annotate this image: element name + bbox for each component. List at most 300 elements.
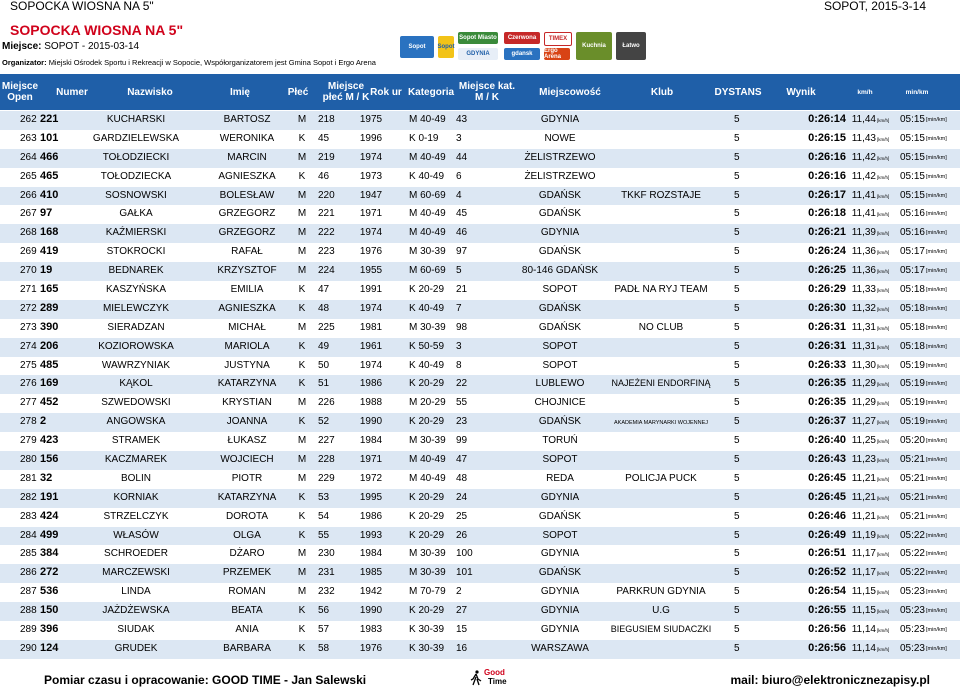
cell-birth-year: 1981 (359, 321, 383, 333)
cell-number: 32 (40, 471, 53, 484)
cell-surname: MIELEWCZYK (102, 302, 170, 314)
cell-number: 2 (40, 415, 47, 428)
cell-result: 0:26:51 (808, 547, 846, 560)
cell-sex-place: 56 (318, 605, 330, 617)
cell-sex-place: 47 (318, 284, 330, 296)
cell-surname: LINDA (121, 586, 151, 598)
cell-surname: SIERADZAN (107, 321, 165, 333)
cell-sex: K (298, 170, 306, 182)
cell-firstname: BARBARA (223, 642, 271, 654)
cell-category: M 70-79 (409, 586, 446, 598)
cell-pace: 05:18 (899, 302, 925, 314)
cell-category-place: 98 (456, 321, 468, 333)
cell-firstname: ANIA (235, 624, 259, 636)
cell-category: M 30-39 (409, 246, 446, 258)
cell-city: GDAŃSK (538, 510, 582, 522)
cell-distance: 5 (734, 321, 740, 333)
cell-city: GDAŃSK (538, 302, 582, 314)
cell-speed-unit: [km/h] (877, 476, 890, 482)
cell-sex-place: 227 (318, 435, 335, 447)
cell-number: 165 (40, 283, 59, 296)
cell-club: NO CLUB (638, 321, 684, 333)
cell-sex-place: 229 (318, 472, 335, 484)
cell-category: M 40-49 (409, 151, 446, 163)
cell-firstname: GRZEGORZ (218, 227, 276, 239)
cell-sex: K (298, 302, 306, 314)
sponsor-logo: Sopot (438, 36, 454, 58)
sponsor-logo: Ergo Arena (544, 48, 570, 60)
cell-speed: 11,17 (851, 567, 876, 579)
cell-place: 290 (20, 642, 37, 654)
cell-speed-unit: [km/h] (877, 533, 890, 539)
cell-surname: GARDZIELEWSKA (92, 132, 180, 144)
cell-surname: TOŁODZIECKI (102, 151, 170, 163)
col-header-kategoria: Kategoria (407, 86, 455, 98)
cell-category: M 30-39 (409, 435, 446, 447)
cell-city: SOPOT (542, 454, 578, 466)
cell-distance: 5 (734, 586, 740, 598)
col-header-miejsce-plec: Miejsce płeć M / K (322, 81, 370, 103)
runner-icon (470, 670, 482, 686)
cell-place: 289 (20, 624, 37, 636)
cell-pace-unit: [min/km] (926, 192, 947, 199)
cell-speed-unit: [km/h] (877, 590, 890, 596)
cell-pace: 05:22 (899, 567, 925, 579)
cell-speed-unit: [km/h] (877, 571, 890, 577)
cell-speed: 11,31 (851, 321, 876, 333)
cell-pace-unit: [min/km] (926, 513, 947, 520)
cell-category: M 40-49 (409, 454, 446, 466)
sponsor-logo: Sopot (400, 36, 434, 58)
cell-surname: SOSNOWSKI (105, 189, 167, 201)
cell-result: 0:26:54 (808, 585, 846, 598)
cell-sex-place: 223 (318, 246, 335, 258)
sponsor-logo: TIMEX (544, 32, 572, 46)
cell-speed-unit: [km/h] (877, 288, 890, 294)
cell-distance: 5 (734, 491, 740, 503)
cell-sex-place: 224 (318, 265, 335, 277)
cell-place: 284 (20, 529, 37, 541)
cell-sex: M (297, 265, 307, 277)
cell-pace-unit: [min/km] (926, 645, 947, 652)
table-row (0, 527, 960, 546)
cell-result: 0:26:46 (808, 509, 846, 522)
logo-text-top: Good (484, 668, 505, 677)
cell-distance: 5 (734, 227, 740, 239)
cell-place: 268 (20, 227, 37, 239)
cell-pace-unit: [min/km] (926, 230, 947, 237)
cell-speed: 11,29 (851, 397, 876, 409)
org-label: Organizator: (2, 58, 47, 67)
cell-category: K 20-29 (409, 510, 445, 522)
cell-speed: 11,21 (851, 510, 876, 522)
cell-sex: K (298, 491, 306, 503)
org-value: Miejski Ośrodek Sportu i Rekreacji w Sopocie, Współorganizatorem jest Gmina Sopot i Ergo Arena (48, 58, 376, 67)
cell-surname: GAŁKA (119, 208, 153, 220)
cell-number: 169 (40, 377, 59, 390)
cell-firstname: BARTOSZ (223, 114, 271, 125)
cell-club: U.G (652, 605, 670, 617)
cell-sex: M (297, 246, 307, 258)
cell-place: 273 (20, 321, 37, 333)
cell-category-place: 45 (456, 208, 468, 220)
cell-sex-place: 51 (318, 378, 330, 390)
cell-place: 280 (20, 454, 37, 466)
cell-sex-place: 221 (318, 208, 335, 220)
cell-pace: 05:23 (899, 605, 925, 617)
cell-firstname: OLGA (233, 529, 261, 541)
cell-distance: 5 (734, 340, 740, 352)
cell-firstname: KATARZYNA (217, 491, 277, 503)
cell-category-place: 5 (456, 265, 462, 277)
cell-firstname: RAFAŁ (231, 246, 263, 258)
cell-birth-year: 1990 (359, 416, 383, 428)
col-header-plec: Płeć (287, 86, 309, 98)
cell-speed-unit: [km/h] (877, 250, 890, 256)
cell-pace-unit: [min/km] (926, 287, 947, 294)
cell-distance: 5 (734, 151, 740, 163)
cell-sex: M (297, 227, 307, 239)
sponsor-logo: gdansk (504, 48, 540, 60)
cell-firstname: EMILIA (230, 284, 264, 296)
cell-category-place: 47 (456, 454, 468, 466)
cell-speed: 11,43 (851, 132, 876, 144)
cell-sex-place: 54 (318, 510, 330, 522)
cell-birth-year: 1996 (359, 132, 383, 144)
col-header-miejsce-kat: Miejsce kat. M / K (458, 81, 516, 103)
table-row (0, 281, 960, 300)
cell-number: 396 (40, 623, 59, 636)
cell-distance: 5 (734, 208, 740, 220)
cell-pace: 05:19 (899, 378, 925, 390)
col-header-numer: Numer (56, 86, 88, 98)
col-header-dystans: DYSTANS (714, 86, 762, 98)
cell-sex: K (298, 378, 306, 390)
cell-sex-place: 58 (318, 642, 330, 654)
cell-surname: STOKROCKI (106, 246, 166, 258)
cell-speed-unit: [km/h] (877, 269, 890, 275)
cell-category: K 0-19 (409, 132, 439, 144)
cell-place: 282 (20, 491, 37, 503)
cell-surname: SCHROEDER (104, 548, 168, 560)
cell-sex-place: 50 (318, 359, 330, 371)
cell-place: 286 (20, 567, 37, 579)
cell-firstname: WERONIKA (219, 132, 275, 144)
cell-city: GDYNIA (540, 491, 580, 503)
cell-speed-unit: [km/h] (877, 495, 890, 501)
cell-result: 0:26:52 (808, 566, 846, 579)
cell-birth-year: 1991 (359, 284, 383, 296)
cell-sex: K (298, 642, 306, 654)
cell-number: 423 (40, 434, 59, 447)
cell-speed-unit: [km/h] (877, 382, 890, 388)
cell-city: GDAŃSK (538, 567, 582, 579)
cell-surname: SIUDAK (117, 624, 155, 636)
cell-category-place: 25 (456, 510, 468, 522)
cell-speed-unit: [km/h] (877, 174, 890, 180)
cell-place: 283 (20, 510, 37, 522)
cell-club: PARKRUN GDYNIA (616, 586, 706, 598)
cell-speed: 11,41 (851, 189, 876, 201)
table-row (0, 545, 960, 564)
cell-speed: 11,33 (851, 284, 876, 296)
cell-pace-unit: [min/km] (926, 324, 947, 331)
cell-city: ŻELISTRZEWO (524, 170, 596, 182)
cell-distance: 5 (734, 359, 740, 371)
cell-pace: 05:22 (899, 529, 925, 541)
cell-city: GDYNIA (540, 114, 580, 125)
cell-city: GDYNIA (540, 227, 580, 239)
cell-place: 287 (20, 586, 37, 598)
cell-speed-unit: [km/h] (877, 325, 890, 331)
cell-distance: 5 (734, 454, 740, 466)
table-row (0, 338, 960, 357)
cell-city: ŻELISTRZEWO (524, 151, 596, 163)
cell-birth-year: 1974 (359, 302, 383, 314)
cell-sex-place: 55 (318, 529, 330, 541)
cell-city: 80-146 GDAŃSK (521, 265, 599, 277)
cell-city: SOPOT (542, 529, 578, 541)
cell-speed: 11,39 (851, 227, 876, 239)
cell-distance: 5 (734, 132, 740, 144)
cell-result: 0:26:40 (808, 434, 846, 447)
topbar-left: SOPOCKA WIOSNA NA 5" (10, 0, 154, 13)
cell-result: 0:26:33 (808, 358, 846, 371)
cell-pace-unit: [min/km] (926, 438, 947, 445)
cell-birth-year: 1986 (359, 510, 383, 522)
cell-sex: M (297, 435, 307, 447)
cell-category: K 30-39 (409, 642, 445, 654)
cell-speed: 11,14 (851, 642, 876, 654)
cell-category-place: 43 (456, 114, 468, 125)
cell-place: 276 (20, 378, 37, 390)
cell-firstname: AGNIESZKA (218, 302, 276, 314)
cell-category: K 20-29 (409, 605, 445, 617)
cell-number: 536 (40, 585, 59, 598)
cell-result: 0:26:15 (808, 131, 846, 144)
cell-firstname: PIOTR (231, 472, 263, 484)
cell-birth-year: 1988 (359, 397, 383, 409)
cell-result: 0:26:35 (808, 377, 846, 390)
cell-speed-unit: [km/h] (877, 458, 890, 464)
cell-pace-unit: [min/km] (926, 532, 947, 539)
cell-pace: 05:21 (899, 472, 925, 484)
cell-number: 168 (40, 226, 59, 239)
cell-number: 465 (40, 169, 59, 182)
cell-surname: KAŹMIERSKI (105, 227, 167, 239)
cell-category: M 30-39 (409, 321, 446, 333)
cell-pace-unit: [min/km] (926, 457, 947, 464)
cell-speed: 11,42 (851, 151, 876, 163)
cell-speed-unit: [km/h] (877, 420, 890, 426)
cell-birth-year: 1955 (359, 265, 383, 277)
cell-result: 0:26:37 (808, 415, 846, 428)
cell-surname: KOZIOROWSKA (98, 340, 174, 352)
cell-city: GDAŃSK (538, 246, 582, 258)
cell-surname: KACZMAREK (104, 454, 168, 466)
cell-birth-year: 1971 (359, 208, 383, 220)
cell-birth-year: 1984 (359, 548, 383, 560)
cell-number: 150 (40, 604, 59, 617)
cell-speed: 11,29 (851, 378, 876, 390)
cell-pace-unit: [min/km] (926, 494, 947, 501)
cell-category-place: 16 (456, 642, 468, 654)
cell-category: K 40-49 (409, 302, 445, 314)
cell-result: 0:26:31 (808, 320, 846, 333)
cell-sex: M (297, 567, 307, 579)
cell-birth-year: 1983 (359, 624, 383, 636)
event-title: SOPOCKA WIOSNA NA 5" (10, 22, 184, 38)
cell-sex-place: 52 (318, 416, 330, 428)
cell-category: M 60-69 (409, 265, 446, 277)
table-row (0, 640, 960, 659)
table-row (0, 130, 960, 149)
cell-number: 466 (40, 150, 59, 163)
cell-distance: 5 (734, 472, 740, 484)
cell-speed-unit: [km/h] (877, 212, 890, 218)
cell-distance: 5 (734, 435, 740, 447)
cell-sex: K (298, 340, 306, 352)
cell-category: K 20-29 (409, 529, 445, 541)
cell-city: GDAŃSK (538, 321, 582, 333)
cell-category: M 40-49 (409, 227, 446, 239)
cell-pace: 05:20 (899, 435, 925, 447)
cell-speed: 11,31 (851, 340, 876, 352)
cell-sex: K (298, 284, 306, 296)
cell-surname: KUCHARSKI (106, 114, 166, 125)
cell-category-place: 8 (456, 359, 462, 371)
cell-number: 485 (40, 358, 59, 371)
cell-surname: WAWRZYNIAK (101, 359, 171, 371)
cell-club: TKKF ROZSTAJE (621, 189, 701, 201)
cell-result: 0:26:16 (808, 169, 846, 182)
cell-speed-unit: [km/h] (877, 193, 890, 199)
cell-place: 271 (20, 284, 37, 296)
cell-category-place: 44 (456, 151, 468, 163)
cell-pace: 05:17 (899, 265, 925, 277)
cell-speed: 11,23 (851, 454, 876, 466)
cell-surname: ANGOWSKA (106, 416, 166, 428)
table-row (0, 564, 960, 583)
cell-speed: 11,30 (851, 359, 876, 371)
cell-pace: 05:18 (899, 340, 925, 352)
cell-firstname: AGNIESZKA (218, 170, 276, 182)
cell-number: 390 (40, 320, 59, 333)
cell-number: 384 (40, 547, 59, 560)
cell-pace-unit: [min/km] (926, 268, 947, 275)
cell-sex: M (297, 472, 307, 484)
cell-pace: 05:19 (899, 397, 925, 409)
cell-category: K 20-29 (409, 416, 445, 428)
cell-sex-place: 225 (318, 321, 335, 333)
cell-place: 281 (20, 472, 37, 484)
sponsor-logo: Kuchnia (576, 32, 612, 60)
cell-number: 124 (40, 641, 59, 654)
cell-city: GDYNIA (540, 605, 580, 617)
cell-result: 0:26:45 (808, 490, 846, 503)
cell-sex: M (297, 151, 307, 163)
cell-pace-unit: [min/km] (926, 117, 947, 123)
cell-result: 0:26:16 (808, 150, 846, 163)
footer-mail: mail: biuro@elektronicznezapisy.pl (730, 673, 930, 687)
cell-place: 285 (20, 548, 37, 560)
table-row (0, 111, 960, 130)
cell-surname: TOŁODZIECKA (100, 170, 172, 182)
cell-number: 424 (40, 509, 59, 522)
cell-surname: GRUDEK (114, 642, 158, 654)
cell-speed: 11,21 (851, 491, 876, 503)
cell-speed-unit: [km/h] (877, 306, 890, 312)
table-row (0, 375, 960, 394)
cell-speed: 11,25 (851, 435, 876, 447)
cell-category-place: 46 (456, 227, 468, 239)
cell-number: 410 (40, 188, 59, 201)
cell-result: 0:26:21 (808, 226, 846, 239)
cell-birth-year: 1971 (359, 454, 383, 466)
cell-distance: 5 (734, 605, 740, 617)
cell-speed-unit: [km/h] (877, 363, 890, 369)
cell-firstname: KRYSTIAN (222, 397, 272, 409)
cell-city: REDA (546, 472, 574, 484)
cell-category-place: 3 (456, 132, 462, 144)
cell-category: K 40-49 (409, 359, 445, 371)
cell-city: GDAŃSK (538, 416, 582, 428)
cell-sex-place: 226 (318, 397, 335, 409)
cell-birth-year: 1985 (359, 567, 383, 579)
table-row (0, 187, 960, 206)
cell-sex-place: 49 (318, 340, 330, 352)
cell-birth-year: 1975 (359, 114, 383, 125)
cell-category: M 40-49 (409, 208, 446, 220)
cell-category-place: 22 (456, 378, 468, 390)
cell-firstname: JUSTYNA (224, 359, 270, 371)
cell-surname: WŁASÓW (113, 529, 159, 541)
col-header-wynik: Wynik (786, 86, 816, 98)
cell-place: 264 (20, 151, 37, 163)
cell-distance: 5 (734, 510, 740, 522)
cell-city: SOPOT (542, 340, 578, 352)
cell-speed: 11,19 (851, 529, 876, 541)
cell-city: NOWE (544, 132, 576, 144)
cell-sex: M (297, 321, 307, 333)
cell-number: 19 (40, 264, 53, 277)
cell-number: 97 (40, 207, 53, 220)
table-row (0, 508, 960, 527)
cell-number: 101 (40, 131, 59, 144)
cell-pace-unit: [min/km] (926, 362, 947, 369)
table-row (0, 357, 960, 376)
cell-club: AKADEMIA MARYNARKI WOJENNEJ (613, 420, 709, 427)
cell-surname: KĄKOL (119, 378, 153, 390)
table-row (0, 243, 960, 262)
cell-place: 278 (20, 416, 37, 428)
cell-firstname: BEATA (231, 605, 263, 617)
cell-birth-year: 1976 (359, 642, 383, 654)
cell-birth-year: 1961 (359, 340, 383, 352)
cell-place: 275 (20, 359, 37, 371)
cell-sex-place: 222 (318, 227, 335, 239)
cell-pace-unit: [min/km] (926, 154, 947, 161)
cell-number: 272 (40, 566, 59, 579)
cell-surname: STRZELCZYK (103, 510, 169, 522)
cell-category-place: 3 (456, 340, 462, 352)
place-label: Miejsce: (2, 41, 42, 52)
cell-distance: 5 (734, 170, 740, 182)
cell-result: 0:26:31 (808, 339, 846, 352)
cell-category: K 40-49 (409, 170, 445, 182)
cell-speed-unit: [km/h] (877, 646, 890, 652)
cell-pace: 05:15 (899, 151, 925, 163)
